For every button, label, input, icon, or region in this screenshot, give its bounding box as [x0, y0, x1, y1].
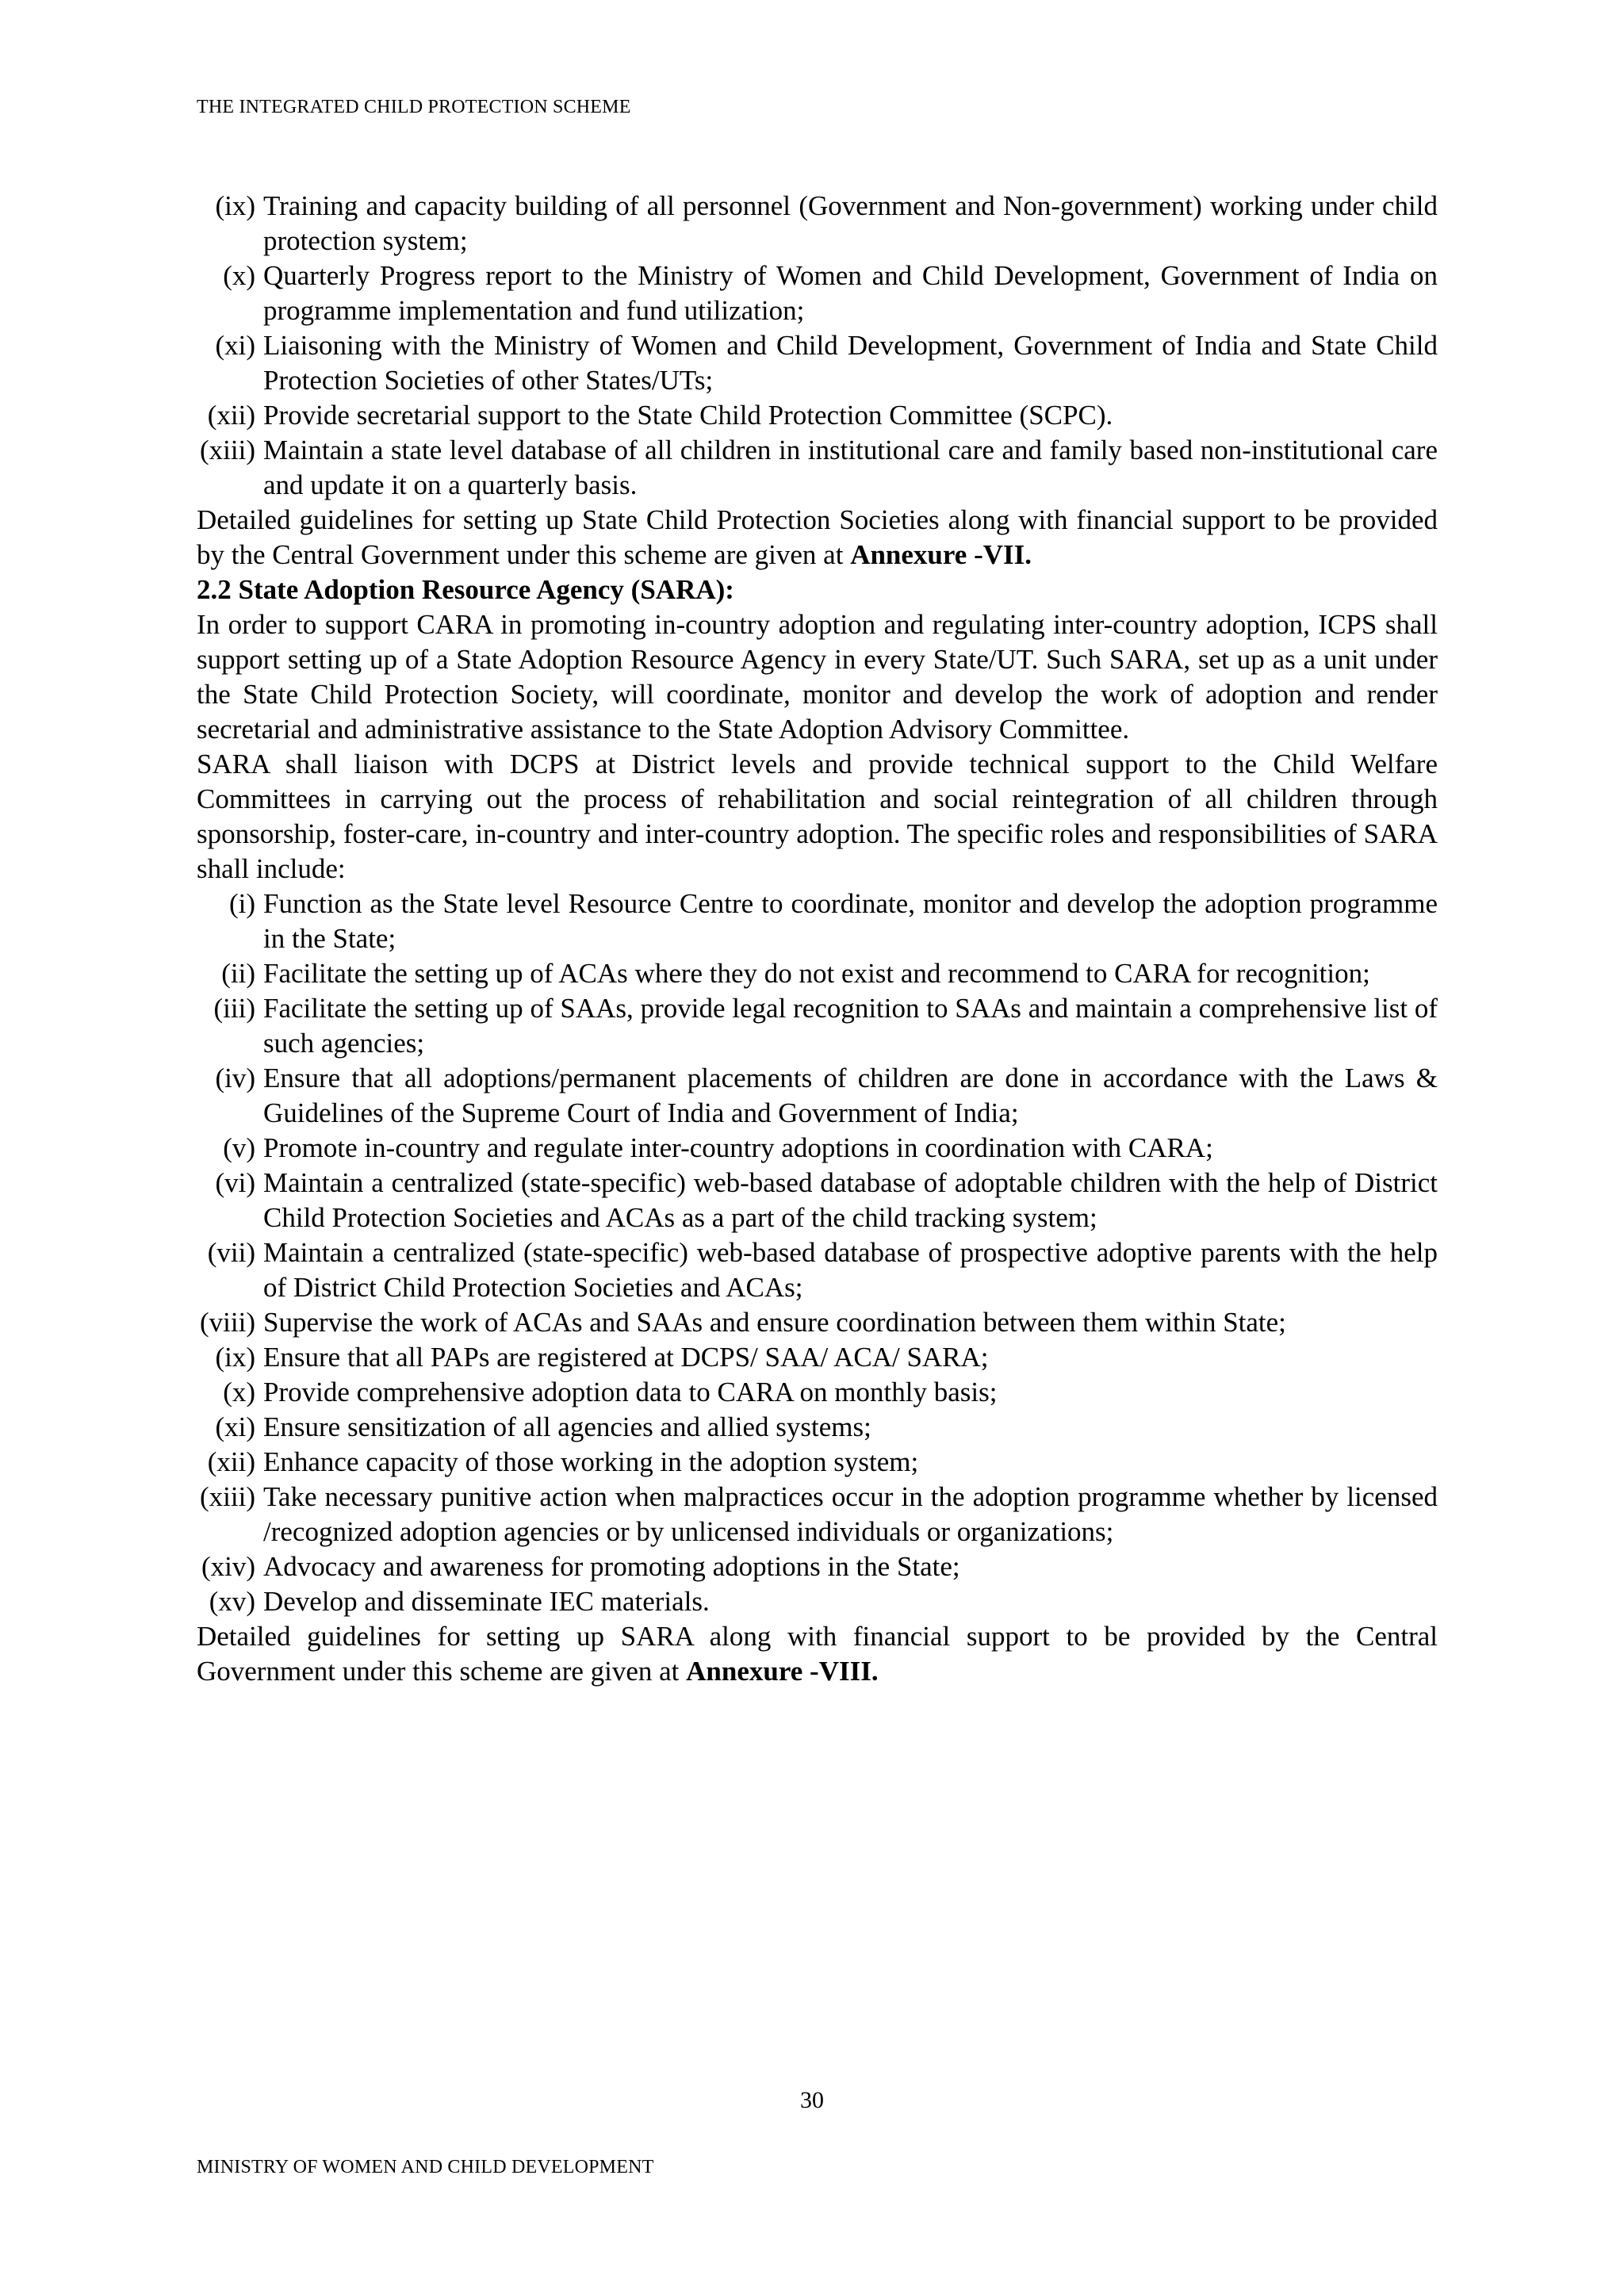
page-content [197, 189, 1438, 1689]
list-item-text: Enhance capacity of those working in the adoption system; [263, 1446, 919, 1477]
list-item-number: (i) [228, 888, 255, 919]
list-item-number: (xii) [207, 1446, 255, 1477]
list-item-number: (v) [223, 1132, 255, 1163]
list-item-number: (vi) [215, 1167, 255, 1198]
list-item [197, 1166, 1438, 1235]
list-item-text: Provide secretarial support to the State Child Protection Committee (SCPC). [263, 400, 1113, 431]
list-item-text: Maintain a centralized (state-specific) web-based database of prospective adoptive parents with the help of District Child Protection Societies and ACAs; [263, 1237, 1438, 1303]
list-item-text: Promote in-country and regulate inter-country adoptions in coordination with CARA; [263, 1132, 1213, 1163]
list-item [197, 398, 1438, 433]
list-item-text: Ensure that all adoptions/permanent placements of children are done in accordance with the Laws & Guidelines of the Supreme Court of India and Government of India; [263, 1063, 1438, 1128]
list-item [197, 1375, 1438, 1410]
list-item-text: Maintain a state level database of all children in institutional care and family based non-institutional care and update it on a quarterly basis. [263, 435, 1438, 500]
list-item-number: (viii) [200, 1307, 255, 1338]
sara-roles-list [197, 887, 1438, 1619]
list-item [197, 1235, 1438, 1305]
sara-roles-paragraph: SARA shall liaison with DCPS at District levels and provide technical support to the Child Welfare Committees in carrying out the process of rehabilitation and social reintegration of all children through sponsorship, foster-care, in-country and inter-country adoption. The specific roles and responsibilities of SARA shall include: [197, 749, 1438, 884]
list-item [197, 1131, 1438, 1166]
paragraph-text: Detailed guidelines for setting up SARA along with financial support to be provided by the Central Government under this scheme are given at [197, 1621, 1438, 1687]
list-item-number: (ii) [221, 958, 255, 989]
list-item-number: (xiii) [200, 435, 255, 465]
list-item [197, 259, 1438, 328]
scps-guidelines-paragraph [197, 503, 1438, 573]
list-item-text: Training and capacity building of all personnel (Government and Non-government) working under child protection system; [263, 190, 1438, 256]
list-item-number: (ix) [215, 190, 255, 221]
page-number: 30 [800, 2087, 824, 2113]
list-item [197, 1340, 1438, 1375]
paragraph-text: Detailed guidelines for setting up State Child Protection Societies along with financial support to be provided by the Central Government under this scheme are given at [197, 504, 1438, 570]
list-item-text: Provide comprehensive adoption data to CARA on monthly basis; [263, 1377, 998, 1407]
list-item-number: (vii) [207, 1237, 255, 1268]
scps-functions-list [197, 189, 1438, 503]
list-item [197, 433, 1438, 503]
list-item [197, 887, 1438, 956]
list-item-text: Ensure that all PAPs are registered at DCPS/ SAA/ ACA/ SARA; [263, 1342, 989, 1373]
list-item [197, 1061, 1438, 1131]
list-item [197, 189, 1438, 259]
list-item-number: (xiv) [201, 1551, 255, 1582]
section-heading: 2.2 State Adoption Resource Agency (SARA): [197, 574, 734, 605]
running-footer: MINISTRY OF WOMEN AND CHILD DEVELOPMENT [197, 2157, 654, 2177]
list-item [197, 956, 1438, 991]
list-item-number: (iii) [213, 993, 255, 1024]
list-item [197, 1305, 1438, 1340]
list-item-text: Quarterly Progress report to the Ministry of Women and Child Development, Government of India on programme implementation and fund utilization; [263, 260, 1438, 326]
list-item-number: (xiii) [200, 1481, 255, 1512]
list-item-text: Develop and disseminate IEC materials. [263, 1586, 710, 1617]
list-item-number: (xv) [209, 1586, 255, 1617]
list-item-text: Facilitate the setting up of SAAs, provide legal recognition to SAAs and maintain a comprehensive list of such agencies; [263, 993, 1438, 1059]
list-item [197, 991, 1438, 1061]
list-item-text: Advocacy and awareness for promoting adoptions in the State; [263, 1551, 960, 1582]
list-item-text: Supervise the work of ACAs and SAAs and ensure coordination between them within State; [263, 1307, 1286, 1338]
list-item-number: (ix) [215, 1342, 255, 1373]
list-item-number: (x) [223, 260, 255, 291]
list-item [197, 1445, 1438, 1480]
sara-guidelines-paragraph [197, 1619, 1438, 1689]
list-item [197, 1549, 1438, 1584]
list-item-number: (xii) [207, 400, 255, 431]
list-item [197, 1584, 1438, 1619]
list-item-number: (x) [223, 1377, 255, 1407]
list-item-number: (xi) [215, 330, 255, 361]
list-item [197, 1480, 1438, 1549]
list-item-text: Ensure sensitization of all agencies and allied systems; [263, 1411, 871, 1442]
list-item-text: Maintain a centralized (state-specific) web-based database of adoptable children with the help of District Child Protection Societies and ACAs as a part of the child tracking system; [263, 1167, 1438, 1233]
list-item-text: Facilitate the setting up of ACAs where they do not exist and recommend to CARA for recognition; [263, 958, 1370, 989]
list-item-text: Take necessary punitive action when malpractices occur in the adoption programme whether by licensed /recognized adoption agencies or by unlicensed individuals or organizations; [263, 1481, 1438, 1547]
sara-intro-paragraph: In order to support CARA in promoting in-country adoption and regulating inter-country adoption, ICPS shall support setting up of a State Adoption Resource Agency in every State/UT. Such SARA, set up as a unit under the State Child Protection Society, will coordinate, monitor and develop the work of adoption and render secretarial and administrative assistance to the State Adoption Advisory Committee. [197, 609, 1438, 745]
list-item-text: Liaisoning with the Ministry of Women and Child Development, Government of India and State Child Protection Societies of other States/UTs; [263, 330, 1438, 396]
list-item-number: (iv) [215, 1063, 255, 1093]
annexure-reference: Annexure -VIII. [686, 1656, 879, 1687]
list-item [197, 328, 1438, 398]
list-item [197, 1410, 1438, 1445]
list-item-number: (xi) [215, 1411, 255, 1442]
list-item-text: Function as the State level Resource Centre to coordinate, monitor and develop the adoption programme in the State; [263, 888, 1438, 954]
running-header: THE INTEGRATED CHILD PROTECTION SCHEME [197, 97, 631, 117]
annexure-reference: Annexure -VII. [850, 539, 1032, 570]
